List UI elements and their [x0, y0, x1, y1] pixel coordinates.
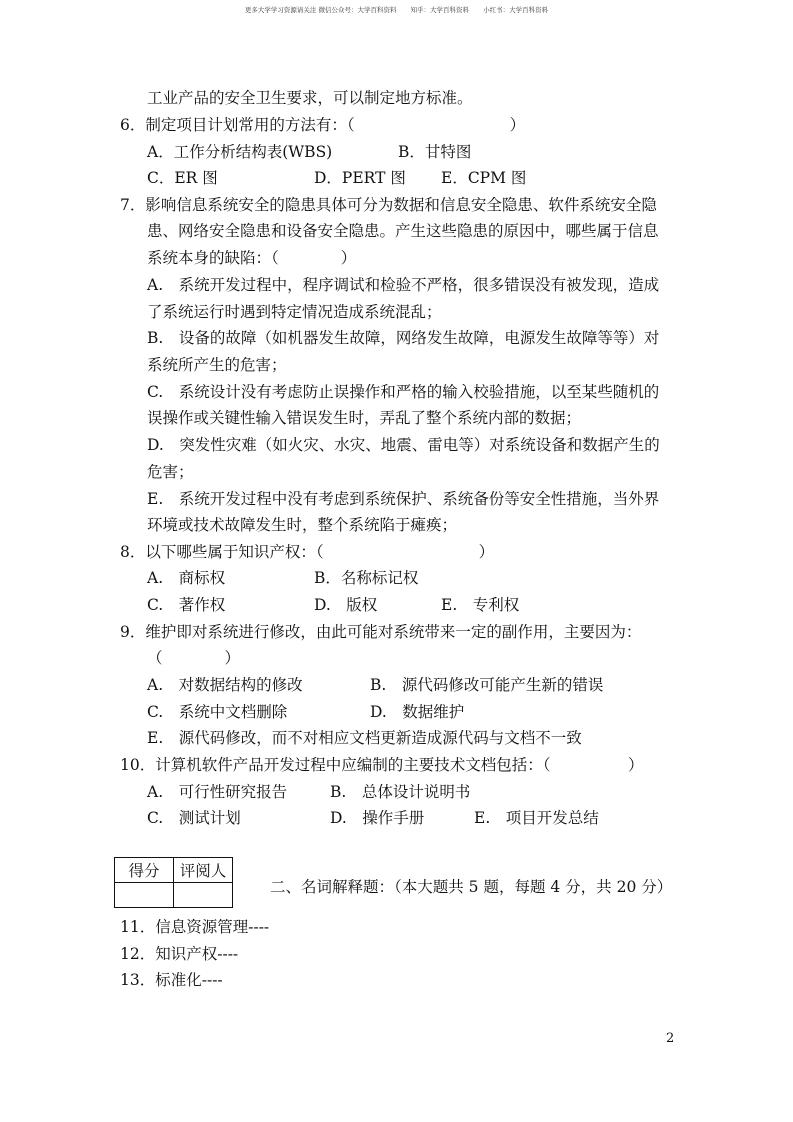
q10-option-b: B. 总体设计说明书: [330, 783, 471, 801]
q8-option-d: D. 版权: [314, 596, 378, 614]
question-9-line-2: （ ）: [147, 649, 241, 667]
q6-option-c: C．ER 图: [147, 169, 218, 187]
q7-option-a-line-1: A. 系统开发过程中，程序调试和检验不严格，很多错误没有被发现，造成: [147, 276, 660, 294]
question-10: 10．计算机软件产品开发过程中应编制的主要技术文档包括：（ ）: [120, 756, 644, 774]
q7-option-b-line-1: B. 设备的故障（如机器发生故障，网络发生故障，电源发生故障等等）对: [147, 329, 660, 347]
q6-option-d: D．PERT 图: [314, 169, 406, 187]
q9-option-e: E. 源代码修改，而不对相应文档更新造成源代码与文档不一致: [147, 729, 582, 747]
q9-option-d: D. 数据维护: [370, 703, 465, 721]
question-6: 6．制定项目计划常用的方法有：（ ）: [120, 116, 526, 134]
header-zhihu-note: 知乎：大学百科资料: [410, 6, 470, 14]
page-number: 2: [666, 1031, 675, 1046]
score-cell: [115, 883, 174, 908]
q9-option-b: B. 源代码修改可能产生新的错误: [370, 676, 604, 694]
q7-option-e-line-1: E. 系统开发过程中没有考虑到系统保护、系统备份等安全性措施，当外界: [147, 490, 660, 508]
q10-option-d: D. 操作手册: [330, 809, 425, 827]
header-xiaohongshu-note: 小红书：大学百科资料: [483, 6, 549, 14]
q6-option-b: B．甘特图: [398, 143, 472, 161]
question-7-line-3: 系统本身的缺陷：（ ）: [147, 249, 357, 267]
q8-option-c: C. 著作权: [147, 596, 226, 614]
q6-option-e: E．CPM 图: [441, 169, 527, 187]
question-7-line-1: 7．影响信息系统安全的隐患具体可分为数据和信息安全隐患、软件系统安全隐: [120, 196, 657, 214]
q8-option-a: A. 商标权: [147, 569, 226, 587]
q9-option-a: A. 对数据结构的修改: [147, 676, 303, 694]
q10-option-e: E. 项目开发总结: [474, 809, 599, 827]
q7-option-b-line-2: 系统所产生的危害；: [147, 356, 287, 374]
question-13: 13．标准化----: [120, 971, 223, 989]
question-9-line-1: 9．维护即对系统进行修改，由此可能对系统带来一定的副作用，主要因为：: [120, 623, 642, 641]
q7-option-e-line-2: 环境或技术故障发生时，整个系统陷于瘫痪；: [147, 516, 458, 534]
q10-option-a: A. 可行性研究报告: [147, 783, 288, 801]
score-label: 得分: [115, 858, 174, 883]
reviewer-label: 评阅人: [174, 858, 233, 883]
q7-option-d-line-1: D. 突发性灾难（如火灾、水灾、地震、雷电等）对系统设备和数据产生的: [147, 436, 660, 454]
reviewer-cell: [174, 883, 233, 908]
section-2-heading: 二、名词解释题：（本大题共 5 题，每题 4 分，共 20 分）: [270, 878, 673, 896]
header-resources-note: 更多大学学习资源请关注 微信公众号：大学百科资料: [244, 6, 397, 14]
q7-option-d-line-2: 危害；: [147, 463, 194, 481]
q6-option-a: A．工作分析结构表(WBS): [147, 143, 333, 161]
question-8: 8．以下哪些属于知识产权：（ ）: [120, 543, 495, 561]
q7-option-c-line-1: C. 系统设计没有考虑防止误操作和严格的输入校验措施，以至某些随机的: [147, 383, 660, 401]
q8-option-e: E. 专利权: [441, 596, 520, 614]
grade-table: [114, 857, 233, 908]
page-header: [0, 5, 793, 14]
q8-option-b: B．名称标记权: [314, 569, 419, 587]
question-7-line-2: 患、网络安全隐患和设备安全隐患。产生这些隐患的原因中，哪些属于信息: [147, 222, 659, 240]
question-12: 12．知识产权----: [120, 945, 239, 963]
q9-option-c: C. 系统中文档删除: [147, 703, 288, 721]
q7-option-c-line-2: 误操作或关键性输入错误发生时，弄乱了整个系统内部的数据；: [147, 409, 582, 427]
q7-option-a-line-2: 了系统运行时遇到特定情况造成系统混乱；: [147, 303, 442, 321]
continued-text: 工业产品的安全卫生要求，可以制定地方标准。: [147, 89, 473, 107]
q10-option-c: C. 测试计划: [147, 809, 241, 827]
question-11: 11．信息资源管理----: [120, 918, 270, 936]
